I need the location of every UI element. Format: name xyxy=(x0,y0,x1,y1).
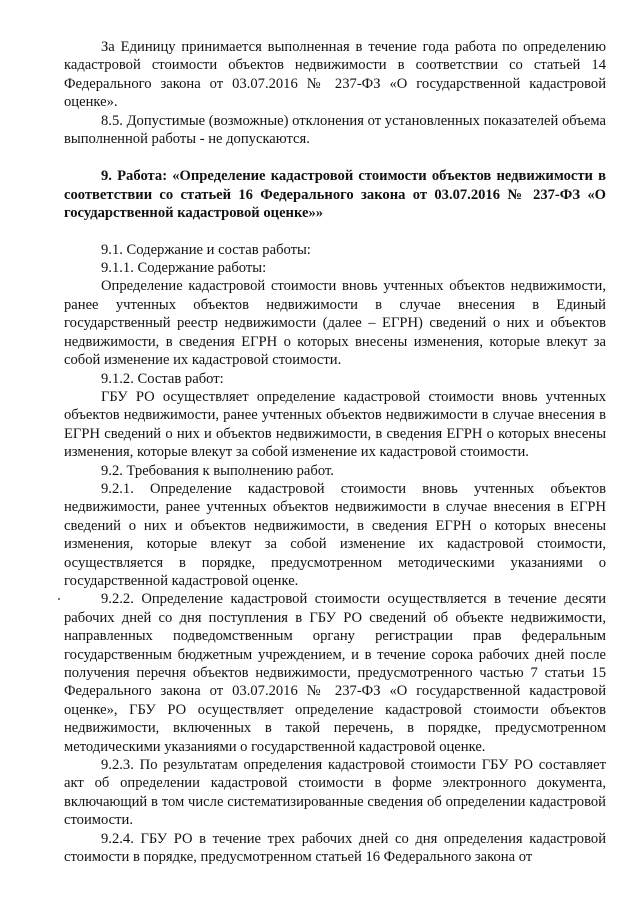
paragraph-work-composition: ГБУ РО осуществляет определение кадастровой стоимости вновь учтенных объектов недвижимости, ранее учтенных объектов недвижимости в случае внесения в ЕГРН сведений о них и объектов недвижимости, в сведения ЕГРН о которых внесены изменения, которые влекут за собой изменение их кадастровой стоимости. xyxy=(64,388,606,461)
document-page xyxy=(64,38,606,866)
paragraph-9-2-1: 9.2.1. Определение кадастровой стоимости вновь учтенных объектов недвижимости, ранее учтенных объектов недвижимости в случае внесения в ЕГРН сведений о них и объектов недвижимости, в сведения ЕГРН о которых внесены изменения, которые влекут за собой изменение их кадастровой стоимости, осуществляется в порядке, предусмотренном методическими указаниями о государственной кадастровой оценке. xyxy=(64,480,606,589)
section-heading-9: 9. Работа: «Определение кадастровой стоимости объектов недвижимости в соответствии со статьей 16 Федерального закона от 03.07.2016 № 237-ФЗ «О государственной кадастровой оценке»» xyxy=(64,168,606,222)
paragraph-9-1-2: 9.1.2. Состав работ: xyxy=(101,370,224,387)
paragraph-unit-definition: За Единицу принимается выполненная в течение года работа по определению кадастровой стоимости объектов недвижимости в соответствии со статьей 14 Федерального закона от 03.07.2016 № 237-ФЗ «О государственной кадастровой оценке». xyxy=(64,39,606,111)
paragraph-9-2-4: 9.2.4. ГБУ РО в течение трех рабочих дней со дня определения кадастровой стоимости в порядке, предусмотренном статьей 16 Федерального закона от xyxy=(64,830,606,866)
paragraph-9-2-3: 9.2.3. По результатам определения кадастровой стоимости ГБУ РО составляет акт об определении кадастровой стоимости в форме электронного документа, включающий в том числе систематизированные сведения об определении кадастровой стоимости. xyxy=(64,757,606,829)
paragraph-8-5: 8.5. Допустимые (возможные) отклонения от установленных показателей объема выполненной работы - не допускаются. xyxy=(64,112,606,148)
paragraph-9-1-1: 9.1.1. Содержание работы: xyxy=(101,260,267,277)
paragraph-9-2: 9.2. Требования к выполнению работ. xyxy=(101,462,334,479)
paragraph-content-description: Определение кадастровой стоимости вновь учтенных объектов недвижимости, ранее учтенных объектов недвижимости в случае внесения в Единый государственный реестр недвижимости (далее – ЕГРН) сведений о них и объектов недвижимости, в сведения ЕГРН о которых внесены изменения, которые влекут за собой изменение их кадастровой стоимости. xyxy=(64,278,606,369)
paragraph-9-1: 9.1. Содержание и состав работы: xyxy=(101,241,311,258)
scan-speck xyxy=(58,598,60,600)
paragraph-9-2-2: 9.2.2. Определение кадастровой стоимости осуществляется в течение десяти рабочих дней со дня поступления в ГБУ РО сведений об объекте недвижимости, направленных подведомственным органу регистрации прав федеральным государственным бюджетным учреждением, и в течение сорока рабочих дней после получения перечня объектов недвижимости, предусмотренного частью 7 статьи 15 Федерального закона от 03.07.2016 № 237-ФЗ «О государственной кадастровой оценке», ГБУ РО осуществляет определение кадастровой стоимости объектов недвижимости, включенных в такой перечень, в порядке, предусмотренном методическими указаниями о государственной кадастровой оценке. xyxy=(64,591,606,755)
